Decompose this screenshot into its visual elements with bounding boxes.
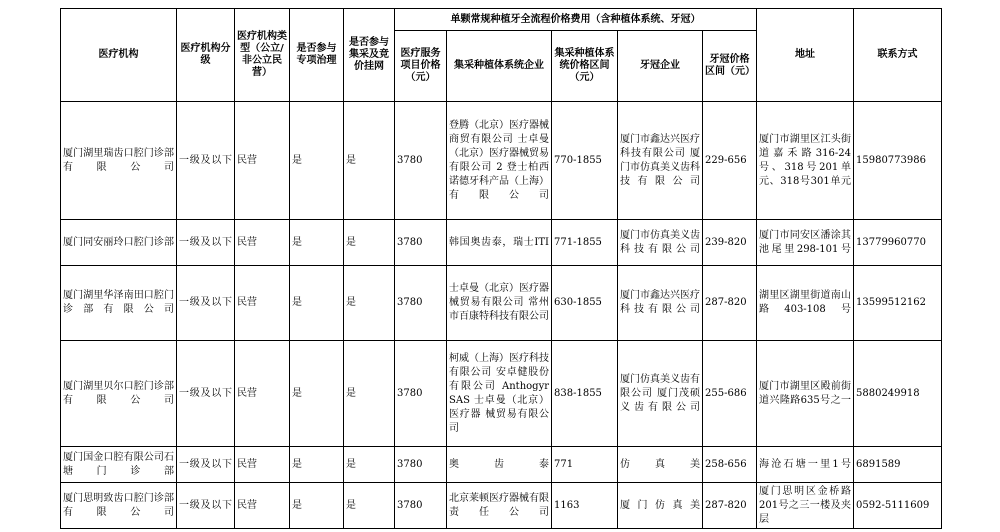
header-type: 医疗机构类型（公立/非公立民营）	[235, 9, 290, 102]
cell-special: 是	[290, 220, 344, 266]
header-company: 集采种植体系统企业	[447, 31, 552, 102]
cell-type: 民营	[235, 341, 290, 447]
header-contact: 联系方式	[854, 9, 942, 102]
cell-org: 厦门同安丽玲口腔门诊部	[61, 220, 177, 266]
cell-crown-price: 229-656	[703, 102, 757, 220]
cell-contact: 13779960770	[854, 220, 942, 266]
cell-service: 3780	[395, 447, 447, 483]
cell-crown-price: 287-820	[703, 483, 757, 529]
table-row	[61, 447, 942, 483]
cell-crown-company: 厦门市仿真美义齿科技有限公司	[618, 220, 703, 266]
cell-level: 一级及以下	[177, 341, 235, 447]
cell-type: 民营	[235, 220, 290, 266]
cell-org: 厦门思明致齿口腔门诊部有限公司	[61, 483, 177, 529]
cell-org: 厦门湖里瑞齿口腔门诊部有限公司	[61, 102, 177, 220]
cell-crown-company: 厦门仿真美	[618, 483, 703, 529]
cell-contact: 5880249918	[854, 341, 942, 447]
cell-crown-company: 仿真美	[618, 447, 703, 483]
cell-company: 柯威（上海）医疗科技 有限公司 安卓健股份有限公司 Anthogyr SAS 士卓曼（北京）医疗器 械贸易有限公司	[447, 341, 552, 447]
cell-type: 民营	[235, 483, 290, 529]
cell-collect: 是	[344, 266, 395, 341]
cell-level: 一级及以下	[177, 483, 235, 529]
cell-crown-company: 厦门仿真美义齿有限公司 厦门茂硕义齿有限公司	[618, 341, 703, 447]
cell-company: 奥齿泰	[447, 447, 552, 483]
cell-collect: 是	[344, 102, 395, 220]
header-collect: 是否参与集采及竞价挂网	[344, 9, 395, 102]
cell-crown-company: 厦门市鑫达兴医疗科技有限公司	[618, 266, 703, 341]
table-row	[61, 220, 942, 266]
header-price-group: 单颗常规种植牙全流程价格费用（含种植体系统、牙冠）	[395, 9, 757, 31]
header-special: 是否参与专项治理	[290, 9, 344, 102]
cell-address: 海沧石塘一里1号	[757, 447, 854, 483]
cell-range: 771-1855	[552, 220, 618, 266]
table-row	[61, 483, 942, 529]
price-table	[60, 8, 942, 529]
cell-level: 一级及以下	[177, 266, 235, 341]
cell-special: 是	[290, 447, 344, 483]
cell-special: 是	[290, 341, 344, 447]
cell-range: 1163	[552, 483, 618, 529]
cell-collect: 是	[344, 220, 395, 266]
cell-org: 厦门湖里华泽南田口腔门诊部有限公司	[61, 266, 177, 341]
cell-collect: 是	[344, 341, 395, 447]
cell-crown-price: 258-656	[703, 447, 757, 483]
cell-crown-price: 239-820	[703, 220, 757, 266]
cell-contact: 6891589	[854, 447, 942, 483]
cell-level: 一级及以下	[177, 220, 235, 266]
cell-range: 838-1855	[552, 341, 618, 447]
cell-collect: 是	[344, 447, 395, 483]
header-crown-company: 牙冠企业	[618, 31, 703, 102]
cell-company: 士卓曼（北京）医疗器械贸易有限公司 常州市百康特科技有限公司	[447, 266, 552, 341]
cell-level: 一级及以下	[177, 447, 235, 483]
cell-type: 民营	[235, 447, 290, 483]
cell-crown-price: 255-686	[703, 341, 757, 447]
cell-contact: 15980773986	[854, 102, 942, 220]
cell-range: 630-1855	[552, 266, 618, 341]
cell-service: 3780	[395, 266, 447, 341]
cell-service: 3780	[395, 102, 447, 220]
cell-company: 登腾（北京）医疗器械商贸有限公司 士卓曼（北京）医疗器械贸易有限公司 2 登士柏西诺德牙科产品（上海）有限公司	[447, 102, 552, 220]
table-row	[61, 341, 942, 447]
cell-org: 厦门湖里贝尔口腔门诊部有限公司	[61, 341, 177, 447]
header-level: 医疗机构分级	[177, 9, 235, 102]
cell-crown-price: 287-820	[703, 266, 757, 341]
cell-range: 770-1855	[552, 102, 618, 220]
cell-contact: 13599512162	[854, 266, 942, 341]
cell-crown-company: 厦门市鑫达兴医疗科技有限公司 厦门市仿真美义齿科技有限公司	[618, 102, 703, 220]
cell-address: 厦门思明区金桥路201号之三一楼及夹层	[757, 483, 854, 529]
header-crown-price: 牙冠价格区间（元）	[703, 31, 757, 102]
cell-contact: 0592-5111609	[854, 483, 942, 529]
header-org: 医疗机构	[61, 9, 177, 102]
cell-service: 3780	[395, 341, 447, 447]
cell-service: 3780	[395, 220, 447, 266]
table-row	[61, 266, 942, 341]
cell-service: 3780	[395, 483, 447, 529]
cell-level: 一级及以下	[177, 102, 235, 220]
cell-org: 厦门国金口腔有限公司石塘门诊部	[61, 447, 177, 483]
cell-range: 771	[552, 447, 618, 483]
cell-address: 湖里区湖里街道南山路403-108号	[757, 266, 854, 341]
cell-special: 是	[290, 102, 344, 220]
cell-company: 韩国奥齿泰，瑞士ITI	[447, 220, 552, 266]
table-row	[61, 102, 942, 220]
cell-company: 北京莱顿医疗器械有限责任公司	[447, 483, 552, 529]
cell-collect: 是	[344, 483, 395, 529]
header-service: 医疗服务项目价格（元）	[395, 31, 447, 102]
cell-special: 是	[290, 483, 344, 529]
cell-special: 是	[290, 266, 344, 341]
cell-type: 民营	[235, 102, 290, 220]
cell-address: 厦门市湖里区江头街道嘉禾路316-24号、318号201单元、318号301单元	[757, 102, 854, 220]
cell-address: 厦门市同安区潘涂其池尾里298-101号	[757, 220, 854, 266]
cell-address: 厦门市湖里区殿前街道兴隆路635号之一	[757, 341, 854, 447]
header-address: 地址	[757, 9, 854, 102]
cell-type: 民营	[235, 266, 290, 341]
header-range: 集采种植体系统价格区间（元）	[552, 31, 618, 102]
